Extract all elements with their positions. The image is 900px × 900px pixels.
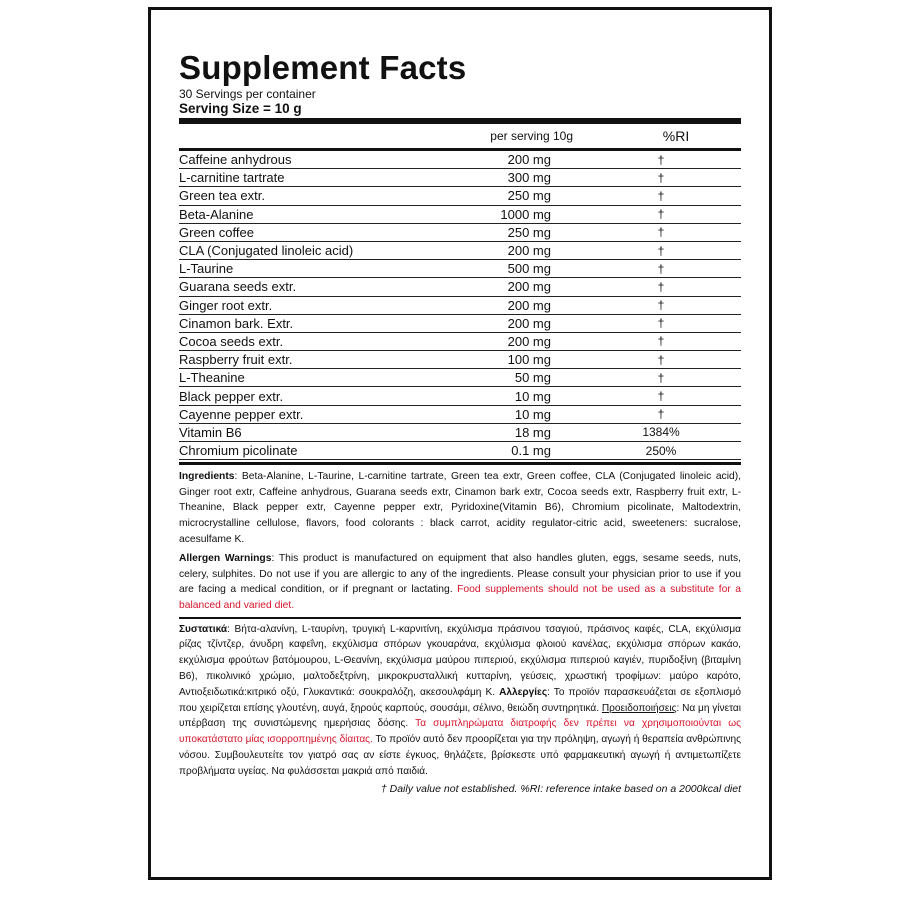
greek-paragraph <box>179 622 741 780</box>
nutrient-name: Cocoa seeds extr. <box>179 333 284 349</box>
nutrient-ri: † <box>657 407 665 422</box>
nutrient-name: Vitamin B6 <box>179 424 242 440</box>
nutrient-ri: † <box>657 225 665 240</box>
nutrient-name: Beta-Alanine <box>179 206 254 222</box>
nutrient-ri: † <box>657 316 665 331</box>
nutrient-name: L-carnitine tartrate <box>179 170 285 186</box>
nutrient-ri: † <box>657 352 665 367</box>
table-row <box>179 224 741 242</box>
table-row <box>179 297 741 315</box>
nutrient-ri: † <box>657 188 665 203</box>
nutrient-table <box>179 151 741 460</box>
ingredients-text: : Beta-Alanine, L-Taurine, L-carnitine tartrate, Green tea extr, Green coffee, CLA (Conjugated linoleic acid), Ginger root extr, Caffeine anhydrous, Guarana seeds extr, Cinamon bark extr, Cocoa seeds extr, Raspberry fruit extr, L-Theanine, Black pepper extr, Cayenne pepper extr, Pyridoxine(Vitamin B6), Chromium picolinate, Maltodextrin, microcrystalline cellulose, flavors, food colorants : black carrot, acidity regulator-citric acid, sweeteners: sucralose, acesulfame K. <box>179 471 741 545</box>
ingredients-paragraph <box>179 469 741 547</box>
header-ri: %RI <box>662 128 690 144</box>
nutrient-amount: 0.1 mg <box>511 443 551 459</box>
nutrient-amount: 10 mg <box>514 406 551 422</box>
nutrient-ri: † <box>657 207 665 222</box>
nutrient-amount: 200 mg <box>507 243 551 259</box>
nutrient-ri: † <box>657 152 665 167</box>
nutrient-name: Green tea extr. <box>179 188 265 204</box>
nutrient-name: Cinamon bark. Extr. <box>179 315 294 331</box>
greek-divider <box>179 617 741 619</box>
nutrient-amount: 100 mg <box>507 352 551 368</box>
allergen-paragraph <box>179 551 741 613</box>
table-row <box>179 442 741 460</box>
nutrient-amount: 200 mg <box>507 279 551 295</box>
nutrient-amount: 18 mg <box>514 424 551 440</box>
ingredients-label: Ingredients <box>179 471 235 483</box>
greek-ingredients-text: : Βήτα-αλανίνη, L-ταυρίνη, τρυγική L-καρνιτίνη, εκχύλισμα πράσινου τσαγιού, πράσινος καφές, CLA, εκχύλισμα ρίζας τζίντζερ, άνυδρη καφεΐνη, εκχύλισμα σπόρων γκουαράνα, εκχύλισμα φλοιού κανέλας, εκχύλισμα σπόρων κακάο, εκχύλισμα φρούτων βατόμουρου, L-Θεανίνη, εκχύλισμα μαύρου πιπεριού, εκχύλισμα πιπεριού καγιέν, πυριδοξίνη (βιταμίνη Β6), πικολινικό χρώμιο, μαλτοδεξτρίνη, μικροκρυσταλλική κυτταρίνη, γεύσεις, χρωστική τροφίμων: μαύρο καρότο, Αντιοξειδωτικά:κιτρικό οξύ, Γλυκαντικά: σουκραλόζη, ακεσουλφάμη Κ. <box>179 623 741 698</box>
table-header <box>179 124 741 148</box>
table-row <box>179 351 741 369</box>
servings-per-container: 30 Servings per container <box>179 87 316 101</box>
table-row <box>179 278 741 296</box>
nutrient-ri: † <box>657 279 665 294</box>
serving-size: Serving Size = 10 g <box>179 101 302 116</box>
table-end-divider <box>179 462 741 465</box>
greek-warning-label: Προειδοποιήσεις <box>601 702 677 714</box>
table-row <box>179 406 741 424</box>
nutrient-name: L-Taurine <box>179 261 234 277</box>
allergen-label: Allergen Warnings <box>179 553 272 565</box>
allergen-text: : This product is manufactured on equipment that also handles gluten, eggs, sesame seeds, nuts, celery, sulphites. Do not use if you are allergic to any of the ingredients. Please consult your physician prior to use if you are facing a medical condition, or if pregnant or lactating. <box>179 553 741 596</box>
greek-warning-text: : Να μη γίνεται υπέρβαση της συνιστώμενης ημερήσιας δόσης. <box>179 702 742 730</box>
nutrient-amount: 50 mg <box>514 370 551 386</box>
nutrient-amount: 10 mg <box>514 388 551 404</box>
nutrient-ri: 1384% <box>642 425 680 440</box>
greek-red-warning: Τα συμπληρώματα διατροφής δεν πρέπει να χρησιμοποιούνται ως υποκατάστατο μίας ισορροπημένης δίαιτας. <box>179 718 741 746</box>
header-amount: per serving 10g <box>490 129 573 143</box>
panel-title: Supplement Facts <box>179 49 467 86</box>
nutrient-amount: 200 mg <box>507 297 551 313</box>
table-row <box>179 333 741 351</box>
supplement-facts-panel <box>148 7 772 880</box>
table-row <box>179 169 741 187</box>
nutrient-amount: 1000 mg <box>500 206 551 222</box>
nutrient-amount: 500 mg <box>507 261 551 277</box>
nutrient-ri: † <box>657 370 665 385</box>
footnote: † Daily value not established. %RI: reference intake based on a 2000kcal diet <box>380 782 741 795</box>
greek-allergy-label: Αλλεργίες <box>499 686 548 698</box>
table-row <box>179 151 741 169</box>
nutrient-ri: † <box>657 261 665 276</box>
nutrient-name: L-Theanine <box>179 370 245 386</box>
nutrient-name: Cayenne pepper extr. <box>179 406 304 422</box>
nutrient-name: Green coffee <box>179 224 254 240</box>
table-row <box>179 387 741 405</box>
nutrient-ri: † <box>657 334 665 349</box>
nutrient-amount: 200 mg <box>507 152 551 168</box>
table-row <box>179 206 741 224</box>
greek-closing-text: Το προϊόν αυτό δεν προορίζεται για την πρόληψη, αγωγή ή θεραπεία ανθρώπινης νόσου. Συμβουλευτείτε τον γιατρό σας αν είστε έγκυος, θηλάζετε, βρίσκεστε υπό φαρμακευτική αγωγή ή αντιμετωπίζετε προβλήματα υγείας. Να φυλάσσεται μακριά από παιδιά. <box>179 734 741 777</box>
nutrient-name: Caffeine anhydrous <box>179 152 292 168</box>
nutrient-ri: † <box>657 170 665 185</box>
panel-content <box>179 10 741 795</box>
nutrient-ri: 250% <box>645 443 677 458</box>
table-row <box>179 187 741 205</box>
nutrient-amount: 250 mg <box>507 188 551 204</box>
nutrient-amount: 250 mg <box>507 224 551 240</box>
nutrient-ri: † <box>657 243 665 258</box>
greek-allergy-text: : Το προϊόν παρασκευάζεται σε εξοπλισμό που χειρίζεται επίσης γλουτένη, αυγά, ξηρούς καρπούς, σουσάμι, σέλινο, θειώδη συντηρητικά. <box>179 686 741 714</box>
table-row <box>179 242 741 260</box>
nutrient-name: Ginger root extr. <box>179 297 273 313</box>
table-row <box>179 315 741 333</box>
nutrient-name: CLA (Conjugated linoleic acid) <box>179 243 354 259</box>
table-row <box>179 369 741 387</box>
nutrient-ri: † <box>657 389 665 404</box>
nutrient-amount: 200 mg <box>507 315 551 331</box>
nutrient-amount: 300 mg <box>507 170 551 186</box>
allergen-red-warning: Food supplements should not be used as a substitute for a balanced and varied diet. <box>179 584 741 611</box>
nutrient-name: Raspberry fruit extr. <box>179 352 293 368</box>
nutrient-amount: 200 mg <box>507 333 551 349</box>
greek-ingredients-label: Συστατικά <box>179 623 228 635</box>
nutrient-name: Chromium picolinate <box>179 443 298 459</box>
nutrient-name: Black pepper extr. <box>179 388 284 404</box>
table-row <box>179 260 741 278</box>
nutrient-name: Guarana seeds extr. <box>179 279 297 295</box>
nutrient-ri: † <box>657 298 665 313</box>
table-row <box>179 424 741 442</box>
